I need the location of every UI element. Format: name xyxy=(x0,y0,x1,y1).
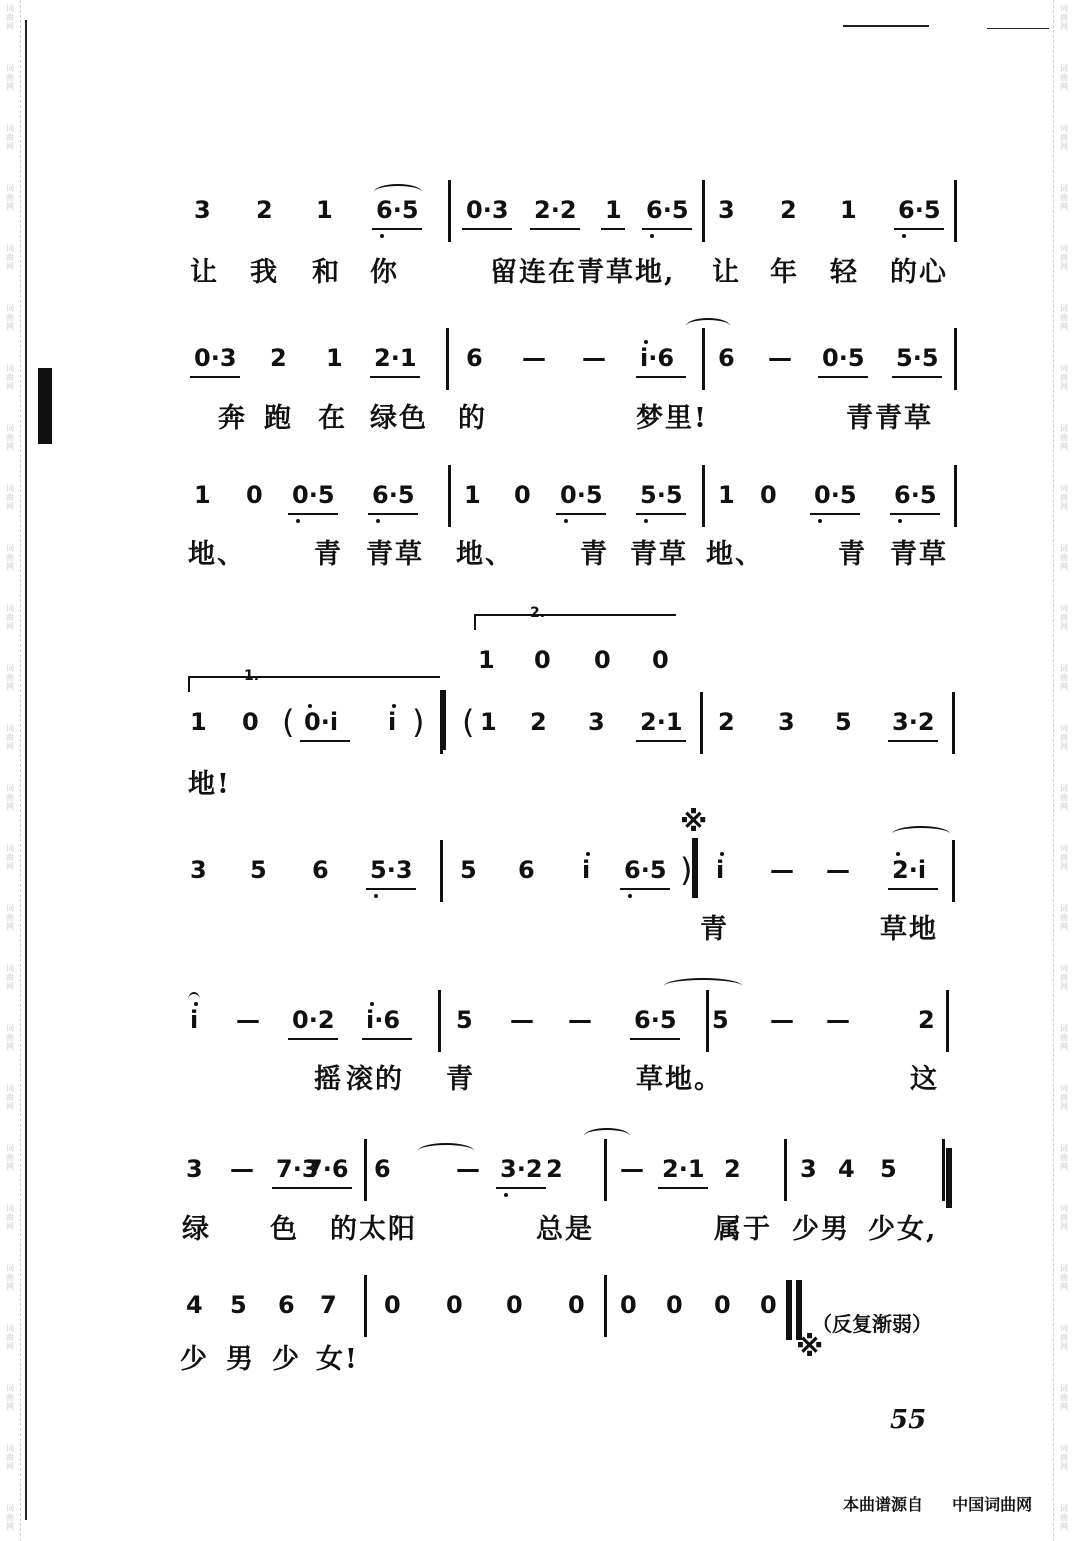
lyric: 青草 xyxy=(366,539,424,570)
note-number: 1 xyxy=(464,481,481,509)
octave-dot-below xyxy=(376,519,380,523)
eighth-underline xyxy=(642,228,692,230)
watermark-text: 词 曲 网 xyxy=(1060,244,1068,271)
watermark-text: 词 曲 网 xyxy=(6,124,14,151)
bar-line xyxy=(364,1139,367,1201)
lyric: 草地 xyxy=(880,914,938,945)
watermark-text: 词 曲 网 xyxy=(1060,1084,1068,1111)
note-number: 0·i xyxy=(304,708,339,736)
slur xyxy=(664,978,742,994)
eighth-underline xyxy=(630,1038,680,1040)
note-number: 6·5 xyxy=(646,196,689,224)
octave-dot-above xyxy=(586,852,590,856)
parenthesis: ( xyxy=(462,703,475,741)
watermark-text: 词 曲 网 xyxy=(6,724,14,751)
note-number: 5 xyxy=(712,1006,729,1034)
first-ending-label: 1. xyxy=(244,668,260,684)
note-number: 6·5 xyxy=(372,481,415,509)
lyric: 青 xyxy=(314,539,343,570)
note-number: 6 xyxy=(278,1291,295,1319)
watermark-text: 词 曲 网 xyxy=(6,424,14,451)
eighth-underline xyxy=(190,376,240,378)
lyric: 地! xyxy=(188,769,231,800)
watermark-text: 词 曲 网 xyxy=(1060,844,1068,871)
parenthesis: ) xyxy=(412,703,425,741)
eighth-underline xyxy=(556,513,606,515)
note-number: — xyxy=(522,344,546,372)
watermark-text: 词 曲 网 xyxy=(6,1084,14,1111)
note-number: 5 xyxy=(460,856,477,884)
note-number: 0·5 xyxy=(822,344,865,372)
watermark-text: 词 曲 网 xyxy=(1060,484,1068,511)
end-repeat-bar xyxy=(946,1148,952,1208)
note-number: 0 xyxy=(246,481,263,509)
octave-dot-below xyxy=(902,234,906,238)
note-number: — xyxy=(620,1155,644,1183)
lyric: 和 xyxy=(312,257,341,288)
bar-line xyxy=(448,180,451,242)
watermark-text: 词 曲 网 xyxy=(6,64,14,91)
slur xyxy=(188,992,200,1008)
note-number: 7 xyxy=(320,1291,337,1319)
lyric: 青 xyxy=(838,539,867,570)
bar-line xyxy=(702,328,705,390)
watermark-text: 词 曲 网 xyxy=(6,1204,14,1231)
slur xyxy=(892,826,950,842)
note-number: 2 xyxy=(546,1155,563,1183)
parenthesis: ) xyxy=(680,851,693,889)
lyric: 的太阳 xyxy=(330,1214,417,1245)
eighth-underline xyxy=(300,740,350,742)
watermark-text: 词 曲 网 xyxy=(1060,1144,1068,1171)
note-number: 0·5 xyxy=(814,481,857,509)
eighth-underline xyxy=(372,228,422,230)
lyric: 属于 xyxy=(714,1214,772,1245)
watermark-text: 词 曲 网 xyxy=(1060,64,1068,91)
lyric: 梦里! xyxy=(636,403,708,434)
lyric: 总是 xyxy=(536,1214,594,1245)
lyric: 让 xyxy=(190,257,219,288)
note-number: 0 xyxy=(242,708,259,736)
bar-line xyxy=(700,692,703,754)
watermark-text: 词 曲 网 xyxy=(1060,304,1068,331)
lyric: 地、 xyxy=(456,539,514,570)
note-number: 5 xyxy=(880,1155,897,1183)
octave-dot-below xyxy=(564,519,568,523)
eighth-underline xyxy=(370,376,420,378)
lyric: 青 xyxy=(446,1064,475,1095)
watermark-text: 词 曲 网 xyxy=(1060,1504,1068,1531)
lyric: 青青草 xyxy=(846,403,933,434)
note-number: 0·3 xyxy=(194,344,237,372)
segno-top: ※ xyxy=(680,805,708,838)
watermark-text: 词 曲 网 xyxy=(6,484,14,511)
note-number: 3·2 xyxy=(892,708,935,736)
note-number: — xyxy=(582,344,606,372)
parenthesis: ( xyxy=(282,703,295,741)
note-number: 6·5 xyxy=(376,196,419,224)
note-number: 0 xyxy=(666,1291,683,1319)
note-number: i xyxy=(716,856,725,884)
watermark-text: 词 曲 网 xyxy=(6,544,14,571)
bar-line xyxy=(946,990,949,1052)
note-number: 0 xyxy=(384,1291,401,1319)
note-number: 2 xyxy=(718,708,735,736)
bar-line xyxy=(438,990,441,1052)
lyric: 年 xyxy=(770,257,799,288)
slur xyxy=(418,1143,474,1159)
note-number: 1 xyxy=(326,344,343,372)
eighth-underline xyxy=(888,888,938,890)
watermark-text: 词 曲 网 xyxy=(6,1324,14,1351)
note-number: 0 xyxy=(446,1291,463,1319)
lyric: 滚的 xyxy=(346,1064,404,1095)
watermark-text: 词 曲 网 xyxy=(1060,1264,1068,1291)
octave-dot-above xyxy=(370,1002,374,1006)
repeat-bar xyxy=(440,690,446,750)
note-number: 1 xyxy=(840,196,857,224)
eighth-underline xyxy=(462,228,512,230)
note-number: 2·1 xyxy=(662,1155,705,1183)
note-number: 0·3 xyxy=(466,196,509,224)
lyric: 少男 xyxy=(792,1214,850,1245)
source-site: 中国词曲网 xyxy=(952,1495,1033,1514)
eighth-underline xyxy=(368,513,418,515)
eighth-underline xyxy=(362,1038,412,1040)
lyric: 少 xyxy=(180,1344,209,1375)
note-number: 2 xyxy=(918,1006,935,1034)
bar-line xyxy=(954,180,957,242)
watermark-text: 词 曲 网 xyxy=(1060,724,1068,751)
repeat-bar xyxy=(692,838,698,898)
watermark-text: 词 曲 网 xyxy=(1060,124,1068,151)
note-number: 6·5 xyxy=(894,481,937,509)
second-ending-bracket xyxy=(474,614,676,630)
note-number: 0·5 xyxy=(560,481,603,509)
note-number: 5 xyxy=(230,1291,247,1319)
lyric: 绿 xyxy=(182,1214,211,1245)
note-number: i xyxy=(190,1006,199,1034)
source-prefix: 本曲谱源自 xyxy=(843,1495,924,1514)
note-number: 0·2 xyxy=(292,1006,335,1034)
lyric: 地、 xyxy=(706,539,764,570)
note-number: 4 xyxy=(838,1155,855,1183)
note-number: 7·3 xyxy=(276,1155,319,1183)
octave-dot-above xyxy=(308,704,312,708)
note-number: 0 xyxy=(568,1291,585,1319)
lyric: 青草 xyxy=(890,539,948,570)
second-ending-note: 0 xyxy=(534,646,551,674)
note-number: 2 xyxy=(256,196,273,224)
octave-dot-above xyxy=(644,340,648,344)
note-number: 0 xyxy=(514,481,531,509)
watermark-text: 词 曲 网 xyxy=(6,1144,14,1171)
note-number: 2 xyxy=(780,196,797,224)
watermark-text: 词 曲 网 xyxy=(6,1264,14,1291)
lyric: 绿色 xyxy=(370,403,428,434)
watermark-text: 词 曲 网 xyxy=(6,1024,14,1051)
bar-line xyxy=(604,1275,607,1337)
note-number: 3 xyxy=(778,708,795,736)
bar-line xyxy=(702,180,705,242)
eighth-underline xyxy=(496,1187,546,1189)
note-number: 5·3 xyxy=(370,856,413,884)
bar-line xyxy=(440,840,443,902)
watermark-text: 词 曲 网 xyxy=(6,844,14,871)
octave-dot-below xyxy=(628,894,632,898)
note-number: 3 xyxy=(190,856,207,884)
page-number: 55 xyxy=(890,1405,927,1435)
note-number: — xyxy=(456,1155,480,1183)
note-number: — xyxy=(770,856,794,884)
lyric: 的 xyxy=(458,403,487,434)
eighth-underline xyxy=(366,888,416,890)
octave-dot-above xyxy=(392,704,396,708)
note-number: 3 xyxy=(718,196,735,224)
watermark-text: 词 曲 网 xyxy=(6,604,14,631)
note-number: 0 xyxy=(760,481,777,509)
note-number: 3 xyxy=(194,196,211,224)
note-number: 1 xyxy=(316,196,333,224)
bar-line xyxy=(952,840,955,902)
eighth-underline xyxy=(810,513,860,515)
note-number: 6 xyxy=(718,344,735,372)
watermark-text: 词 曲 网 xyxy=(6,904,14,931)
eighth-underline xyxy=(636,740,686,742)
octave-dot-below xyxy=(374,894,378,898)
eighth-underline xyxy=(302,1187,352,1189)
octave-dot-above xyxy=(896,852,900,856)
lyric: 色 xyxy=(270,1214,299,1245)
bar-line xyxy=(446,328,449,390)
bar-line xyxy=(702,465,705,527)
watermark-text: 词 曲 网 xyxy=(6,784,14,811)
bar-line xyxy=(954,465,957,527)
bar-line xyxy=(706,990,709,1052)
eighth-underline xyxy=(894,228,944,230)
lyric: 的心 xyxy=(890,257,948,288)
note-number: 6 xyxy=(518,856,535,884)
lyric: 摇 xyxy=(314,1064,343,1095)
watermark-text: 词 曲 网 xyxy=(6,304,14,331)
octave-dot-below xyxy=(644,519,648,523)
first-ending-bracket xyxy=(188,676,440,692)
note-number: 2 xyxy=(724,1155,741,1183)
watermark-text: 词 曲 网 xyxy=(1060,904,1068,931)
watermark-text: 词 曲 网 xyxy=(1060,604,1068,631)
bar-line xyxy=(952,692,955,754)
note-number: 0 xyxy=(760,1291,777,1319)
watermark-text: 词 曲 网 xyxy=(1060,1204,1068,1231)
lyric: 少女, xyxy=(868,1214,938,1245)
watermark-text: 词 曲 网 xyxy=(6,364,14,391)
lyric: 青 xyxy=(580,539,609,570)
lyric: 让 xyxy=(712,257,741,288)
final-bar xyxy=(786,1280,792,1340)
lyric: 草地。 xyxy=(636,1064,723,1095)
note-number: 6·5 xyxy=(898,196,941,224)
eighth-underline xyxy=(636,376,686,378)
octave-dot-above xyxy=(720,852,724,856)
note-number: 1 xyxy=(605,196,622,224)
note-number: 6 xyxy=(374,1155,391,1183)
lyric: 少 xyxy=(272,1344,301,1375)
note-number: 5·5 xyxy=(640,481,683,509)
bar-line xyxy=(364,1275,367,1337)
note-number: — xyxy=(770,1006,794,1034)
note-number: — xyxy=(236,1006,260,1034)
note-number: — xyxy=(510,1006,534,1034)
watermark-text: 词 曲 网 xyxy=(1060,4,1068,31)
watermark-text: 词 曲 网 xyxy=(6,1444,14,1471)
note-number: 3 xyxy=(186,1155,203,1183)
watermark-text: 词 曲 网 xyxy=(6,4,14,31)
lyric: 青草 xyxy=(630,539,688,570)
watermark-text: 词 曲 网 xyxy=(6,244,14,271)
note-number: 0 xyxy=(620,1291,637,1319)
note-number: 5 xyxy=(835,708,852,736)
eighth-underline xyxy=(818,376,868,378)
note-number: 1 xyxy=(194,481,211,509)
note-number: 5 xyxy=(456,1006,473,1034)
eighth-underline xyxy=(892,376,942,378)
eighth-underline xyxy=(288,1038,338,1040)
second-ending-note: 0 xyxy=(594,646,611,674)
note-number: 1 xyxy=(190,708,207,736)
watermark-text: 词 曲 网 xyxy=(1060,1324,1068,1351)
eighth-underline xyxy=(888,740,938,742)
lyric: 我 xyxy=(250,257,279,288)
watermark-text: 词 曲 网 xyxy=(1060,784,1068,811)
note-number: 0 xyxy=(506,1291,523,1319)
bar-line xyxy=(942,1139,945,1201)
watermark-text: 词 曲 网 xyxy=(1060,424,1068,451)
note-number: 2 xyxy=(530,708,547,736)
note-number: i xyxy=(388,708,397,736)
watermark-text: 词 曲 网 xyxy=(6,964,14,991)
watermark-text: 词 曲 网 xyxy=(1060,544,1068,571)
note-number: 6·5 xyxy=(624,856,667,884)
note-number: 2 xyxy=(270,344,287,372)
watermark-text: 词 曲 网 xyxy=(1060,964,1068,991)
lyric: 你 xyxy=(370,257,399,288)
note-number: 2·2 xyxy=(534,196,577,224)
lyric: 留连在青草地, xyxy=(490,257,676,288)
lyric: 地、 xyxy=(188,539,246,570)
lyric: 在 xyxy=(318,403,347,434)
watermark-text: 词 曲 网 xyxy=(6,1504,14,1531)
second-ending-note: 0 xyxy=(652,646,669,674)
watermark-text: 词 曲 网 xyxy=(1060,1444,1068,1471)
lyric: 跑 xyxy=(264,403,293,434)
eighth-underline xyxy=(890,513,940,515)
watermark-text: 词 曲 网 xyxy=(6,664,14,691)
octave-dot-below xyxy=(380,234,384,238)
octave-dot-below xyxy=(650,234,654,238)
note-number: 6 xyxy=(466,344,483,372)
note-number: i·6 xyxy=(640,344,675,372)
second-ending-note: 1 xyxy=(478,646,495,674)
bar-line xyxy=(448,465,451,527)
watermark-text: 词 曲 网 xyxy=(6,1384,14,1411)
watermark-text: 词 曲 网 xyxy=(1060,1384,1068,1411)
note-number: 0·5 xyxy=(292,481,335,509)
watermark-text: 词 曲 网 xyxy=(6,184,14,211)
lyric: 女! xyxy=(316,1344,359,1375)
note-number: 1 xyxy=(718,481,735,509)
lyric: 男 xyxy=(226,1344,255,1375)
note-number: 7·6 xyxy=(306,1155,349,1183)
second-ending-label: 2. xyxy=(530,605,546,621)
eighth-underline xyxy=(601,228,625,230)
note-number: 2·1 xyxy=(640,708,683,736)
slur xyxy=(686,318,730,334)
note-number: 5 xyxy=(250,856,267,884)
eighth-underline xyxy=(620,888,670,890)
note-number: — xyxy=(826,1006,850,1034)
note-number: 3·2 xyxy=(500,1155,543,1183)
lyric: 轻 xyxy=(830,257,859,288)
watermark-text: 词 曲 网 xyxy=(1060,664,1068,691)
note-number: — xyxy=(768,344,792,372)
watermark-text: 词 曲 网 xyxy=(1060,1024,1068,1051)
note-number: i·6 xyxy=(366,1006,401,1034)
note-number: 6 xyxy=(312,856,329,884)
note-number: 5·5 xyxy=(896,344,939,372)
repeat-note: （反复渐弱） xyxy=(812,1312,932,1336)
note-number: 3 xyxy=(800,1155,817,1183)
note-number: 0 xyxy=(714,1291,731,1319)
eighth-underline xyxy=(530,228,580,230)
eighth-underline xyxy=(636,513,686,515)
bar-line xyxy=(954,328,957,390)
lyric: 青 xyxy=(700,914,729,945)
octave-dot-below xyxy=(504,1193,508,1197)
slur xyxy=(374,184,422,200)
bar-line xyxy=(604,1139,607,1201)
note-number: 4 xyxy=(186,1291,203,1319)
eighth-underline xyxy=(658,1187,708,1189)
note-number: 2·1 xyxy=(374,344,417,372)
segno-bottom: ※ xyxy=(796,1330,824,1363)
slur xyxy=(584,1128,630,1144)
octave-dot-below xyxy=(898,519,902,523)
source-credit xyxy=(843,1492,1032,1515)
note-number: — xyxy=(230,1155,254,1183)
lyric: 这 xyxy=(910,1064,939,1095)
watermark-text: 词 曲 网 xyxy=(1060,364,1068,391)
note-number: 6·5 xyxy=(634,1006,677,1034)
note-number: 1 xyxy=(480,708,497,736)
octave-dot-below xyxy=(818,519,822,523)
eighth-underline xyxy=(288,513,338,515)
bar-line xyxy=(784,1139,787,1201)
note-number: 2·i xyxy=(892,856,927,884)
watermark-text: 词 曲 网 xyxy=(1060,184,1068,211)
note-number: — xyxy=(568,1006,592,1034)
note-number: i xyxy=(582,856,591,884)
lyric: 奔 xyxy=(218,403,247,434)
note-number: 3 xyxy=(588,708,605,736)
octave-dot-below xyxy=(296,519,300,523)
note-number: — xyxy=(826,856,850,884)
